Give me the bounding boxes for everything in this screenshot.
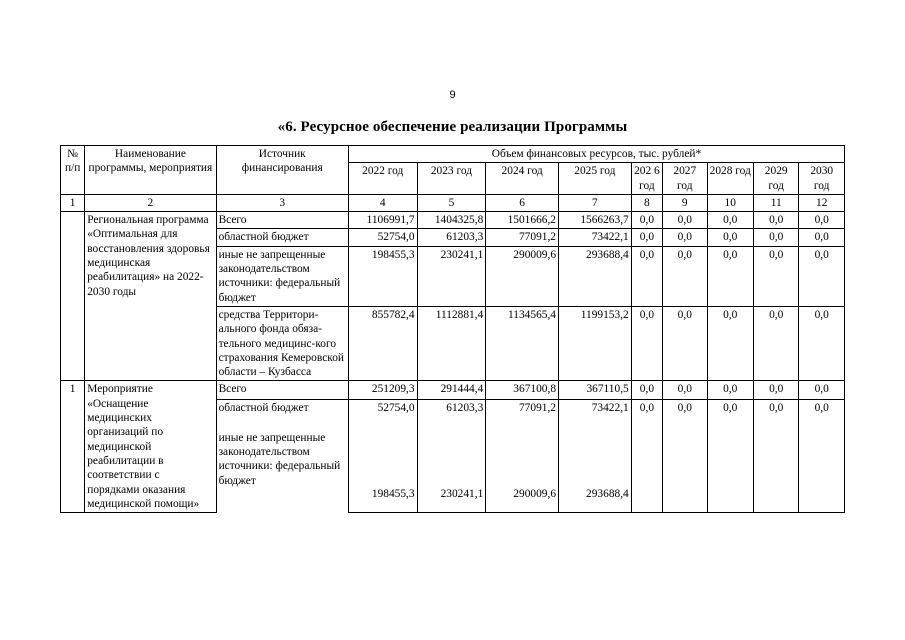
column-number: 11	[753, 194, 798, 211]
page-number: 9	[449, 89, 456, 101]
value-cell: 1404325,8	[417, 212, 486, 229]
value-text: 293688,4	[586, 487, 629, 500]
header-year: 2029 год	[753, 163, 798, 195]
value-cell: 0,0	[753, 306, 798, 380]
header-no: № п/п	[61, 146, 85, 195]
value-cell: 52754,0	[348, 229, 417, 246]
column-number: 2	[85, 194, 216, 211]
value-cell: 0,0	[799, 246, 845, 306]
column-number: 3	[216, 194, 348, 211]
table-row	[61, 212, 845, 229]
value-cell	[486, 400, 559, 513]
value-cell	[348, 400, 417, 513]
value-text: 230241,1	[440, 487, 484, 500]
column-number: 8	[631, 194, 662, 211]
value-cell: 0,0	[799, 229, 845, 246]
value-cell: 0,0	[707, 229, 753, 246]
value-cell: 291444,4	[417, 381, 486, 400]
header-source: Источник финансирования	[216, 146, 348, 195]
value-cell: 0,0	[753, 246, 798, 306]
value-cell: 293688,4	[559, 246, 632, 306]
value-cell: 0,0	[663, 306, 707, 380]
value-cell: 367100,8	[486, 381, 559, 400]
value-text: 290009,6	[513, 487, 557, 500]
source-cell: Всего	[216, 212, 348, 229]
value-cell: 0,0	[753, 381, 798, 400]
header-year: 2028 год	[707, 163, 753, 195]
value-cell: 1501666,2	[486, 212, 559, 229]
value-text: 52754,0	[377, 402, 415, 415]
value-cell: 0,0	[663, 400, 707, 513]
source-cell: иные не запрещенные законодательством источники: федеральный бюджет	[216, 246, 348, 306]
value-cell: 1112881,4	[417, 306, 486, 380]
column-number: 10	[707, 194, 753, 211]
column-number-row	[61, 194, 845, 211]
value-cell: 0,0	[631, 381, 662, 400]
value-cell: 1566263,7	[559, 212, 632, 229]
value-cell: 230241,1	[417, 246, 486, 306]
value-cell	[417, 400, 486, 513]
source-text: областной бюджет	[218, 402, 309, 415]
value-cell: 73422,1	[559, 229, 632, 246]
value-cell: 1134565,4	[486, 306, 559, 380]
column-number: 5	[417, 194, 486, 211]
value-text: 61203,3	[446, 402, 484, 415]
value-cell: 0,0	[631, 212, 662, 229]
value-cell: 0,0	[707, 381, 753, 400]
value-cell: 0,0	[707, 306, 753, 380]
value-cell: 1106991,7	[348, 212, 417, 229]
source-cell	[216, 400, 348, 513]
financing-table	[60, 145, 845, 513]
source-cell: областной бюджет	[216, 229, 348, 246]
value-cell: 0,0	[631, 246, 662, 306]
value-cell: 0,0	[707, 212, 753, 229]
value-text: 198455,3	[371, 487, 415, 500]
value-cell: 0,0	[707, 246, 753, 306]
source-cell: Всего	[216, 381, 348, 400]
value-cell: 855782,4	[348, 306, 417, 380]
program-name: Региональная программа «Оптимальная для восстановления здоровья медицинская реабилитация» на 2022-2030 годы	[85, 212, 216, 381]
header-year: 2024 год	[486, 163, 559, 195]
value-cell: 0,0	[799, 400, 845, 513]
value-cell: 61203,3	[417, 229, 486, 246]
header-year: 2027 год	[663, 163, 707, 195]
value-cell: 1199153,2	[559, 306, 632, 380]
header-name: Наименование программы, мероприятия	[85, 146, 216, 195]
source-cell: средства Территори-ального фонда обяза-тельного медицинс-кого страхования Кемеровской области – Кузбасса	[216, 306, 348, 380]
value-cell	[559, 400, 632, 513]
header-year: 2022 год	[348, 163, 417, 195]
value-cell: 0,0	[753, 229, 798, 246]
section-title: «6. Ресурсное обеспечение реализации Программы	[277, 119, 628, 135]
value-cell: 0,0	[799, 212, 845, 229]
activity-no: 1	[61, 381, 85, 513]
value-cell: 367110,5	[559, 381, 632, 400]
header-volume: Объем финансовых ресурсов, тыс. рублей*	[348, 146, 844, 163]
value-cell: 77091,2	[486, 229, 559, 246]
value-cell: 0,0	[799, 306, 845, 380]
value-cell: 0,0	[707, 400, 753, 513]
header-year: 2023 год	[417, 163, 486, 195]
value-cell: 0,0	[663, 246, 707, 306]
header-year: 2025 год	[559, 163, 632, 195]
value-cell: 0,0	[799, 381, 845, 400]
header-row-1	[61, 146, 845, 163]
value-cell: 198455,3	[348, 246, 417, 306]
value-cell: 0,0	[753, 400, 798, 513]
column-number: 1	[61, 194, 85, 211]
header-year: 202 6 год	[631, 163, 662, 195]
program-no	[61, 212, 85, 381]
value-text: 77091,2	[518, 402, 557, 415]
column-number: 4	[348, 194, 417, 211]
value-text: 73422,1	[591, 402, 629, 415]
header-year: 2030 год	[799, 163, 845, 195]
value-cell: 251209,3	[348, 381, 417, 400]
value-cell: 0,0	[631, 229, 662, 246]
value-cell: 290009,6	[486, 246, 559, 306]
source-text: иные не запрещенные законодательством источники: федеральный бюджет	[218, 431, 341, 487]
value-cell: 0,0	[663, 381, 707, 400]
value-cell: 0,0	[753, 212, 798, 229]
column-number: 9	[663, 194, 707, 211]
value-cell: 0,0	[631, 306, 662, 380]
column-number: 7	[559, 194, 632, 211]
value-cell: 0,0	[631, 400, 662, 513]
column-number: 12	[799, 194, 845, 211]
value-cell: 0,0	[663, 229, 707, 246]
value-cell: 0,0	[663, 212, 707, 229]
activity-name: Мероприятие «Оснащение медицинских организаций по медицинской реабилитации в соответствии с порядками оказания медицинской помощи»	[85, 381, 216, 513]
table-row	[61, 381, 845, 400]
column-number: 6	[486, 194, 559, 211]
